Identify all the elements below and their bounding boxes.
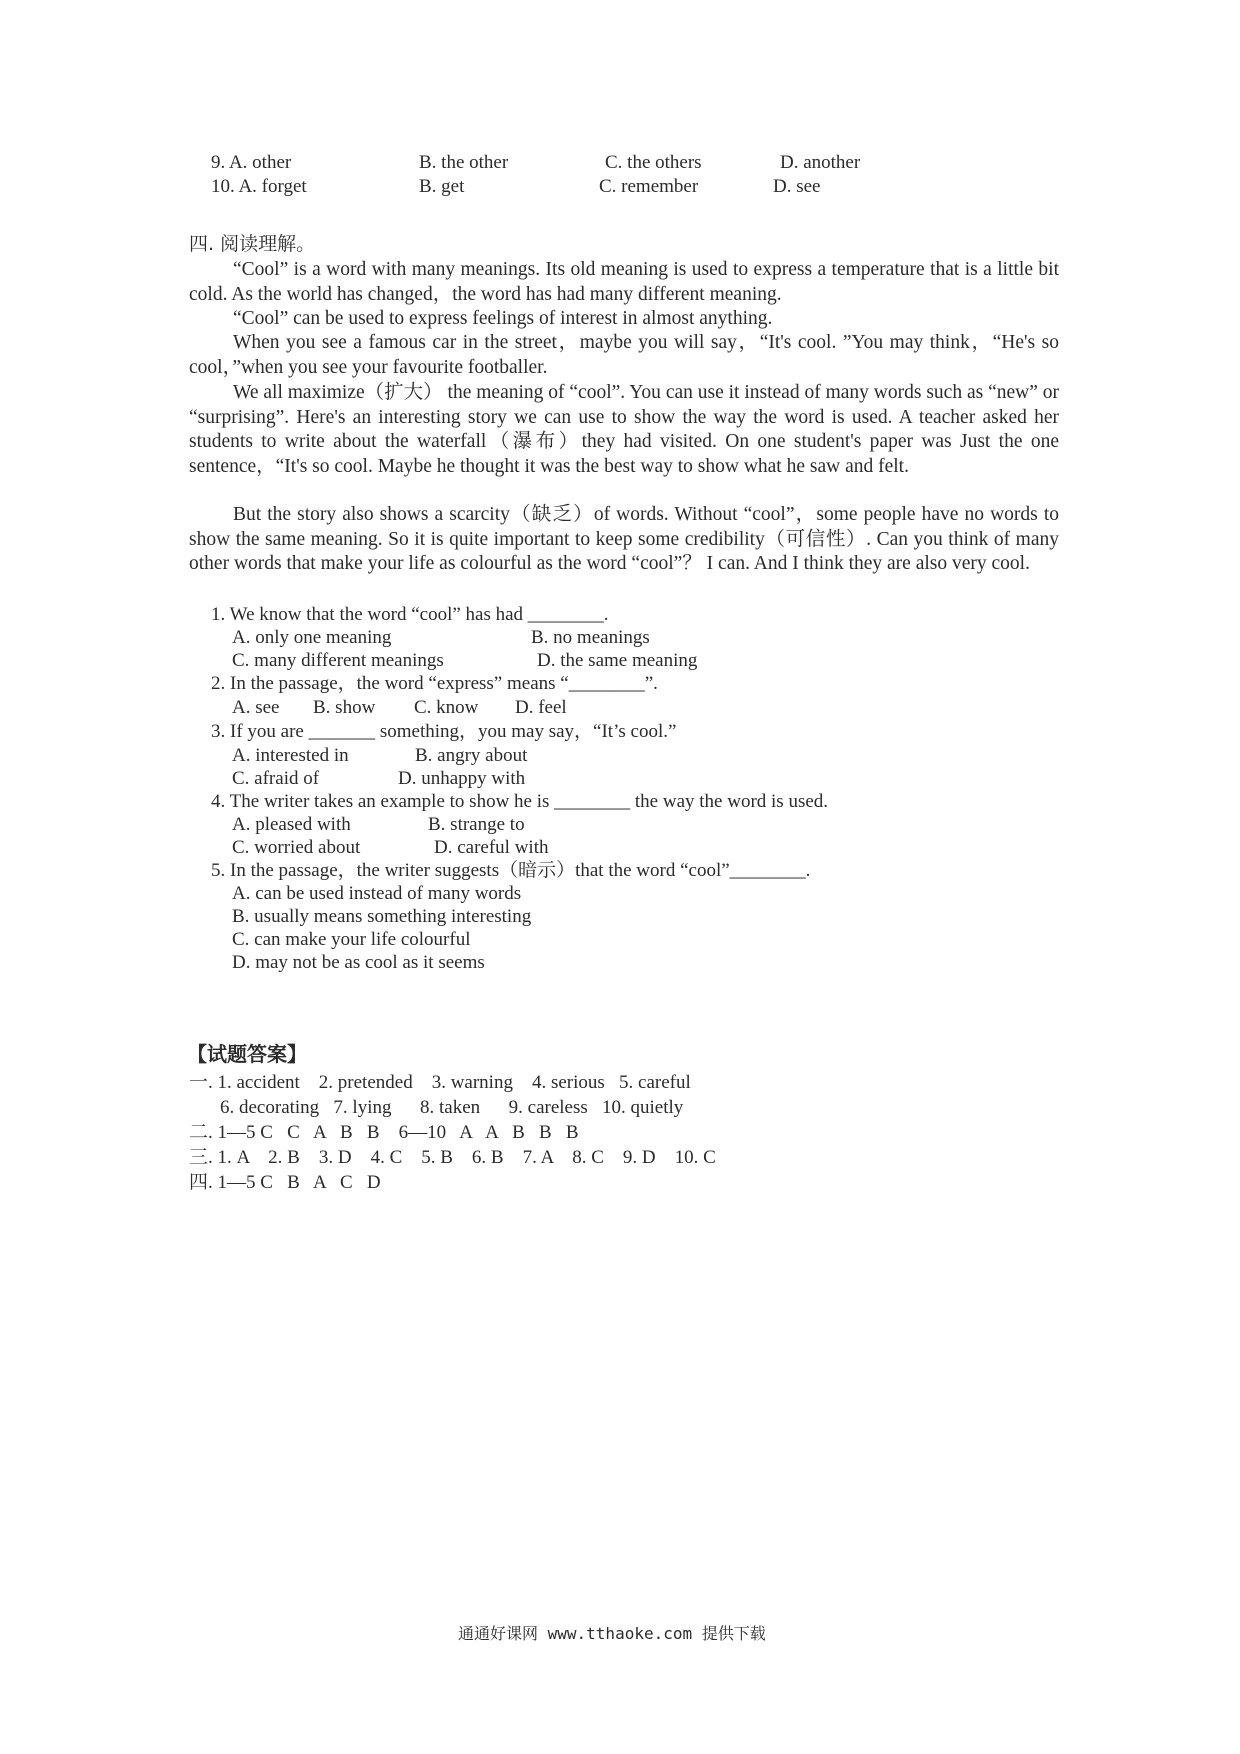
question-5-option-a: A. can be used instead of many words	[232, 883, 522, 904]
question-5-option-b: B. usually means something interesting	[232, 906, 532, 927]
cloze-10-option-c: C. remember	[599, 176, 699, 197]
answers-section-4: 四. 1—5 C B A C D	[189, 1172, 381, 1193]
question-1-option-c: C. many different meanings	[232, 650, 444, 671]
section-heading: 四. 阅读理解。	[189, 233, 316, 255]
passage-paragraph-2: “Cool” can be used to express feelings of interest in almost anything.	[233, 308, 773, 329]
question-2-option-c: C. know	[414, 697, 479, 718]
question-1: 1. We know that the word “cool” has had ________.	[211, 604, 609, 625]
answers-section-3: 三. 1. A 2. B 3. D 4. C 5. B 6. B 7. A 8. C 9. D 10. C	[189, 1147, 716, 1168]
cloze-10-option-d: D. see	[773, 176, 821, 197]
question-1-option-a: A. only one meaning	[232, 627, 392, 648]
question-1-option-b: B. no meanings	[531, 627, 650, 648]
passage-paragraph-1: “Cool” is a word with many meanings. Its old meaning is used to express a temperature that is a little bit cold. As the world has changed，the word has had many different meaning.	[189, 259, 1059, 305]
question-3-option-b: B. angry about	[415, 745, 528, 766]
question-5-option-c: C. can make your life colourful	[232, 929, 471, 950]
question-2-option-a: A. see	[232, 697, 280, 718]
question-4-option-b: B. strange to	[428, 814, 525, 835]
passage-paragraph-3: When you see a famous car in the street，maybe you will say，“It's cool. ”You may think，“He's so cool，”when you see your favourite footballer.	[189, 332, 1059, 378]
cloze-10-option-b: B. get	[419, 176, 465, 197]
cloze-9-option-d: D. another	[780, 152, 861, 173]
cloze-9-option-c: C. the others	[605, 152, 702, 173]
cloze-10-option-a: 10. A. forget	[211, 176, 307, 197]
question-3-option-a: A. interested in	[232, 745, 349, 766]
question-3: 3. If you are _______ something，you may say，“It’s cool.”	[211, 721, 677, 742]
question-4-option-a: A. pleased with	[232, 814, 351, 835]
question-4-option-c: C. worried about	[232, 837, 361, 858]
cloze-9-option-a: 9. A. other	[211, 152, 292, 173]
passage-paragraph-5: But the story also shows a scarcity（缺乏）of words. Without “cool”，some people have no words to show the same meaning. So it is quite important to keep some credibility（可信性）. Can you think of many other words that make your life as colourful as the word “cool”？ I can. And I think they are also very cool.	[189, 504, 1059, 575]
answers-section-1-line-2: 6. decorating 7. lying 8. taken 9. careless 10. quietly	[220, 1097, 684, 1118]
question-3-option-c: C. afraid of	[232, 768, 320, 789]
question-2-option-b: B. show	[313, 697, 376, 718]
footer-download-note: 通通好课网 www.tthaoke.com 提供下载	[458, 1624, 766, 1643]
question-5: 5. In the passage，the writer suggests（暗示）that the word “cool”________.	[211, 860, 811, 881]
question-4-option-d: D. careful with	[434, 837, 549, 858]
answers-title: 【试题答案】	[187, 1042, 307, 1066]
question-4: 4. The writer takes an example to show he is ________ the way the word is used.	[211, 791, 829, 812]
passage-paragraph-4: We all maximize（扩大） the meaning of “cool”. You can use it instead of many words such as “new” or “surprising”. Here's an interesting story we can use to show the way the word is used. A teacher asked her students to write about the waterfall（瀑布）they had visited. On one student's paper was Just the one sentence，“It's so cool. Maybe he thought it was the best way to show what he saw and felt.	[189, 382, 1059, 477]
question-3-option-d: D. unhappy with	[398, 768, 526, 789]
question-2: 2. In the passage，the word “express” means “________”.	[211, 673, 658, 694]
cloze-9-option-b: B. the other	[419, 152, 509, 173]
question-2-option-d: D. feel	[515, 697, 567, 718]
answers-section-2: 二. 1—5 C C A B B 6—10 A A B B B	[189, 1122, 579, 1143]
question-5-option-d: D. may not be as cool as it seems	[232, 952, 485, 973]
answers-section-1-line-1: 一. 1. accident 2. pretended 3. warning 4. serious 5. careful	[189, 1072, 691, 1093]
question-1-option-d: D. the same meaning	[537, 650, 698, 671]
